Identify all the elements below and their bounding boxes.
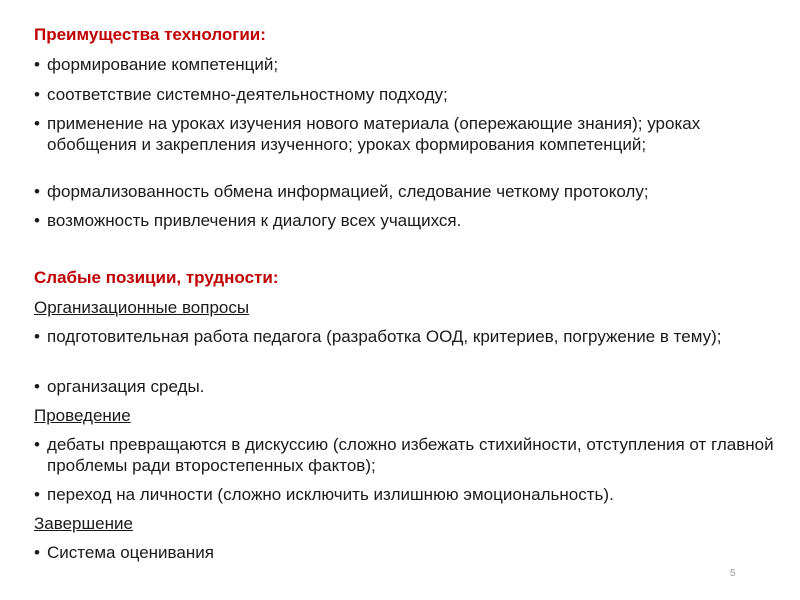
weakness-item-text: Система оценивания (47, 543, 214, 562)
weakness-item (34, 326, 774, 347)
bullet-icon: • (34, 114, 40, 133)
bullet-icon: • (34, 485, 40, 504)
advantages-item (34, 210, 774, 231)
bullet-icon: • (34, 85, 40, 104)
advantages-item (34, 181, 774, 202)
weaknesses-heading: Слабые позиции, трудности: (34, 268, 279, 287)
section-title-organization: Организационные вопросы (34, 298, 250, 317)
advantages-item (34, 84, 774, 105)
page-number: 5 (730, 568, 736, 579)
weakness-item (34, 542, 774, 563)
weakness-item-text: дебаты превращаются в дискуссию (сложно избежать стихийности, отступления от главной проблемы ради второстепенных фактов); (47, 435, 774, 475)
advantages-item (34, 54, 774, 75)
weakness-item (34, 484, 774, 505)
weakness-item-text: переход на личности (сложно исключить излишнюю эмоциональность). (47, 485, 614, 504)
advantages-item-text: соответствие системно-деятельностному подходу; (47, 85, 448, 104)
bullet-icon: • (34, 435, 40, 454)
weakness-item (34, 434, 774, 476)
advantages-item-text: формализованность обмена информацией, следование четкому протоколу; (47, 182, 649, 201)
section-title-conduct: Проведение (34, 406, 131, 425)
bullet-icon: • (34, 211, 40, 230)
bullet-icon: • (34, 182, 40, 201)
weakness-item (34, 376, 774, 397)
bullet-icon: • (34, 55, 40, 74)
bullet-icon: • (34, 327, 40, 346)
advantages-item-text: применение на уроках изучения нового материала (опережающие знания); уроках обобщения и закрепления изученного; уроках формирования компетенций; (47, 114, 701, 154)
advantages-item (34, 113, 774, 155)
advantages-item-text: возможность привлечения к диалогу всех учащихся. (47, 211, 462, 230)
advantages-heading: Преимущества технологии: (34, 25, 266, 44)
bullet-icon: • (34, 543, 40, 562)
weakness-item-text: подготовительная работа педагога (разработка ООД, критериев, погружение в тему); (47, 327, 722, 346)
advantages-item-text: формирование компетенций; (47, 55, 279, 74)
bullet-icon: • (34, 377, 40, 396)
section-title-completion: Завершение (34, 514, 133, 533)
weakness-item-text: организация среды. (47, 377, 205, 396)
